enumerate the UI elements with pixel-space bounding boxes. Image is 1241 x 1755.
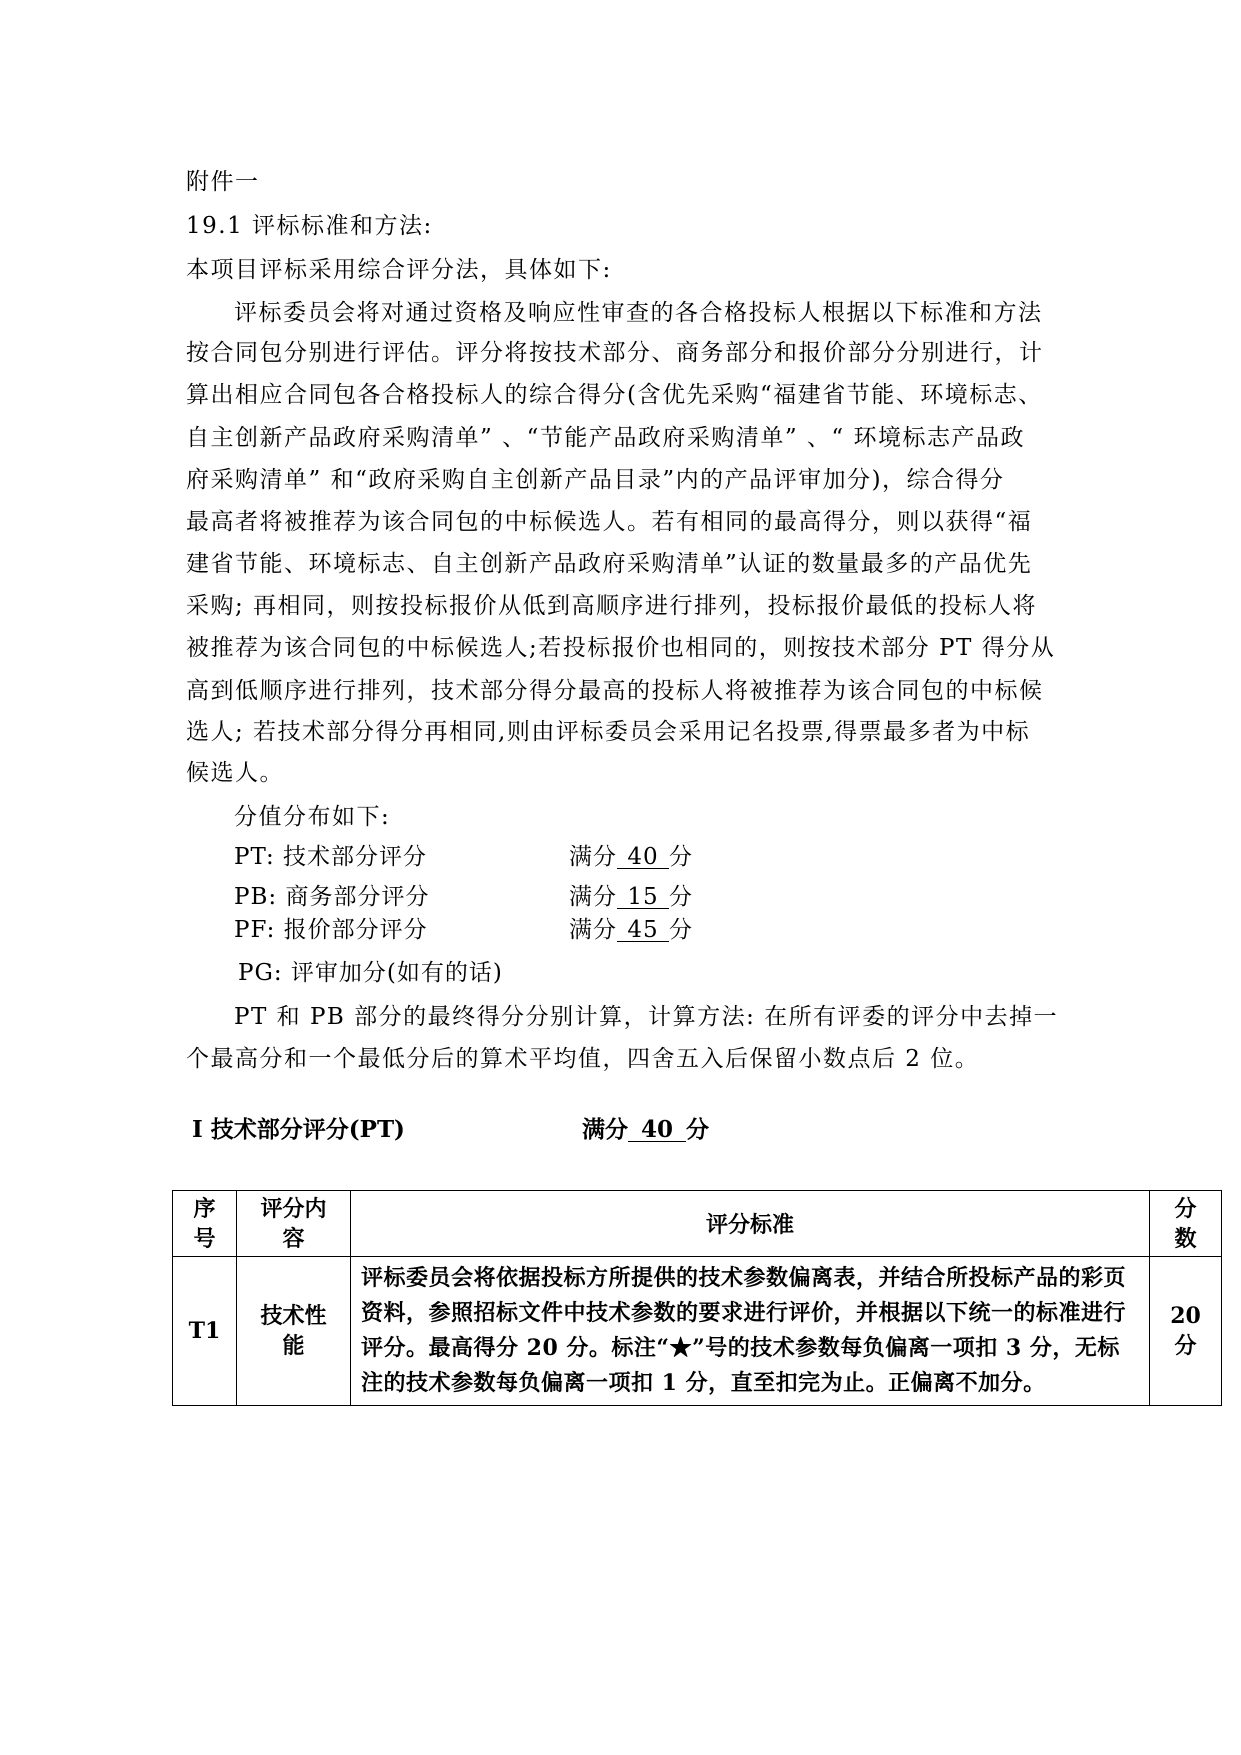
score-value: 45 xyxy=(617,919,669,942)
row-standard: 评标委员会将依据投标方所提供的技术参数偏离表，并结合所投标产品的彩页资料，参照招标文件中技术参数的要求进行评价，并根据以下统一的标准进行评分。最高得分 20 分。标注“★”号的技术参数每负偏离一项扣 3 分，无标注的技术参数每负偏离一项扣 1 分，直至扣完为止。正偏离不加分。 xyxy=(351,1257,1150,1406)
attachment-label: 附件一 xyxy=(186,169,260,195)
paragraph-line: PT 和 PB 部分的最终得分分别计算，计算方法: 在所有评委的评分中去掉一 xyxy=(234,1004,1059,1030)
paragraph-line: 按合同包分别进行评估。评分将按技术部分、商务部分和报价部分分别进行，计 xyxy=(186,340,1044,366)
score-value: 40 xyxy=(628,1119,686,1142)
score-suffix: 分 xyxy=(669,884,693,910)
score-suffix: 分 xyxy=(669,844,693,870)
distribution-score xyxy=(569,838,693,871)
row-item: 技术性 能 xyxy=(237,1257,351,1406)
score-value: 40 xyxy=(617,846,669,869)
distribution-score xyxy=(569,878,693,911)
header-cell-no: 序 号 xyxy=(173,1191,237,1257)
paragraph-line: 自主创新产品政府采购清单” 、“节能产品政府采购清单” 、“ 环境标志产品政 xyxy=(186,425,1025,451)
paragraph-line: 评标委员会将对通过资格及响应性审查的各合格投标人根据以下标准和方法 xyxy=(234,300,1043,326)
scoring-table xyxy=(172,1190,1222,1406)
paragraph-line: 被推荐为该合同包的中标候选人;若投标报价也相同的，则按技术部分 PT 得分从 xyxy=(186,635,1056,661)
row-score: 20 分 xyxy=(1150,1257,1222,1406)
distribution-label: PT: 技术部分评分 xyxy=(234,844,428,870)
paragraph-line: 采购; 再相同，则按投标报价从低到高顺序进行排列，投标报价最低的投标人将 xyxy=(186,593,1038,619)
score-prefix: 满分 xyxy=(569,844,617,870)
paragraph-line: 最高者将被推荐为该合同包的中标候选人。若有相同的最高得分，则以获得“福 xyxy=(186,509,1033,535)
score-prefix: 满分 xyxy=(582,1116,628,1143)
paragraph-line: 选人; 若技术部分得分再相同,则由评标委员会采用记名投票,得票最多者为中标 xyxy=(186,719,1031,745)
intro-text: 本项目评标采用综合评分法，具体如下: xyxy=(186,257,612,283)
section-heading: 19.1 评标标准和方法: xyxy=(186,213,433,239)
pt-section-title: I 技术部分评分(PT) xyxy=(192,1116,405,1143)
score-prefix: 满分 xyxy=(569,884,617,910)
score-value: 15 xyxy=(617,886,669,909)
distribution-score xyxy=(569,911,693,944)
paragraph-line: 高到低顺序进行排列，技术部分得分最高的投标人将被推荐为该合同包的中标候 xyxy=(186,678,1044,704)
distribution-label: PB: 商务部分评分 xyxy=(234,884,430,910)
score-prefix: 满分 xyxy=(569,917,617,943)
paragraph-line: 算出相应合同包各合格投标人的综合得分(含优先采购“福建省节能、环境标志、 xyxy=(186,382,1043,408)
header-cell-score: 分 数 xyxy=(1150,1191,1222,1257)
row-no: T1 xyxy=(173,1257,237,1406)
paragraph-line: 候选人。 xyxy=(186,760,284,786)
distribution-heading: 分值分布如下: xyxy=(234,804,391,830)
score-suffix: 分 xyxy=(669,917,693,943)
header-cell-standard: 评分标准 xyxy=(351,1191,1150,1257)
paragraph-line: 个最高分和一个最低分后的算术平均值，四舍五入后保留小数点后 2 位。 xyxy=(186,1046,980,1072)
paragraph-line: 府采购清单” 和“政府采购自主创新产品目录”内的产品评审加分)，综合得分 xyxy=(186,467,1005,493)
table-header-row xyxy=(173,1191,1222,1257)
pg-label: PG: 评审加分(如有的话) xyxy=(238,960,503,986)
score-suffix: 分 xyxy=(686,1116,709,1143)
table-row xyxy=(173,1257,1222,1406)
header-cell-item: 评分内 容 xyxy=(237,1191,351,1257)
distribution-label: PF: 报价部分评分 xyxy=(234,917,428,943)
paragraph-line: 建省节能、环境标志、自主创新产品政府采购清单”认证的数量最多的产品优先 xyxy=(186,551,1033,577)
pt-section-score xyxy=(582,1111,709,1144)
